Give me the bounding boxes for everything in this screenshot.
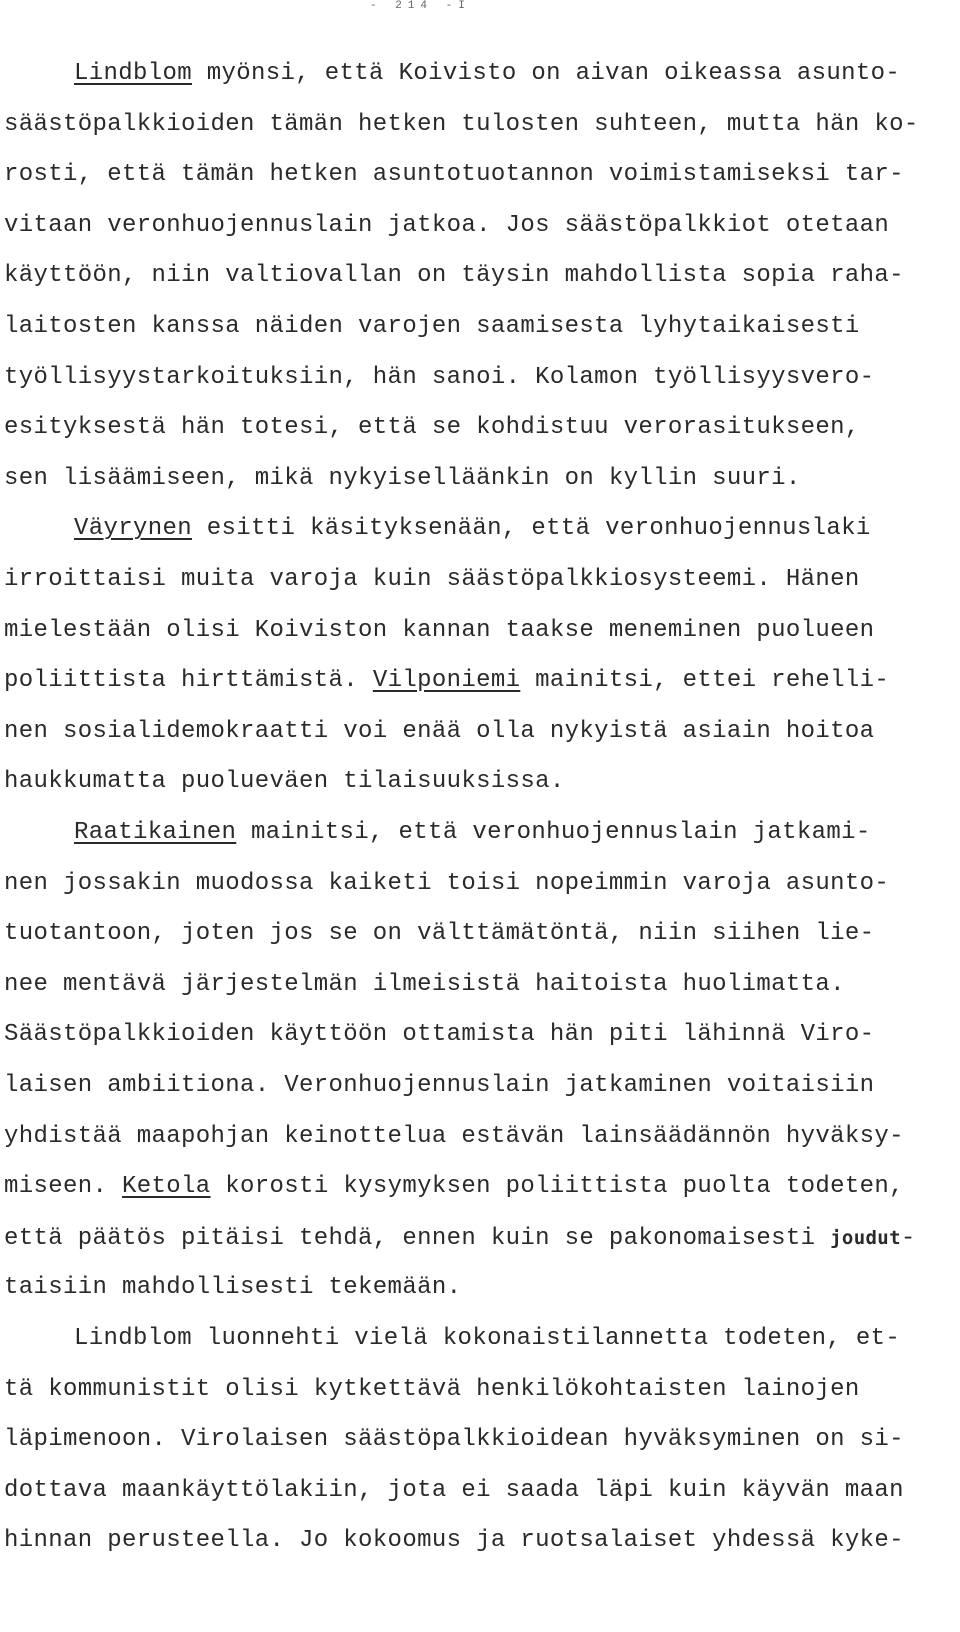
underlined-name: Ketola [122,1173,211,1201]
text-segment: irroittaisi muita varoja kuin säästöpalkkiosysteemi. Hänen [4,566,860,593]
text-line [4,712,874,752]
text-line [4,1370,860,1410]
text-segment: tä kommunistit olisi kytkettävä henkilökohtaisten lainojen [4,1375,860,1403]
text-segment: että päätös pitäisi tehdä, ennen kuin se pakonomaisesti [4,1224,831,1252]
text-line [74,813,871,853]
text-segment: laisen ambiitiona. Veronhuojennuslain jatkaminen voitaisiin [4,1072,875,1099]
text-segment: - [900,1224,916,1252]
text-segment: Säästöpalkkioiden käyttöön ottamista hän piti lähinnä Viro- [4,1021,875,1049]
text-line [4,1066,874,1106]
text-segment: esitti käsityksenään, että veronhuojennuslaki [192,515,871,543]
text-line [4,206,889,246]
text-line [4,155,904,195]
text-line [4,1117,904,1157]
underlined-name: Raatikainen [74,819,237,846]
underlined-name: Lindblom [74,60,193,87]
text-segment: esityksestä hän totesi, että se kohdistuu verorasitukseen, [4,414,860,442]
text-segment: taisiin mahdollisesti tekemään. [4,1274,462,1302]
underlined-name: Väyrynen [74,515,193,543]
text-segment: vitaan veronhuojennuslain jatkoa. Jos säästöpalkkiot otetaan [4,211,890,239]
text-line [4,914,874,954]
text-segment: miseen. [4,1173,123,1201]
text-segment: yhdistää maapohjan keinottelua estävän lainsäädännön hyväksy- [4,1122,904,1150]
text-line [4,864,889,904]
text-segment: työllisyystarkoituksiin, hän sanoi. Kolamon työllisyysvero- [4,363,875,391]
page-number: - 214 -I [370,0,471,12]
text-segment: poliittista hirttämistä. [4,667,373,695]
text-line [4,1521,904,1561]
text-line [4,661,889,701]
text-segment: korosti kysymyksen poliittista puolta todeten, [210,1173,904,1201]
text-line [74,509,871,549]
text-segment: Lindblom luonnehti vielä kokonaistilannetta todeten, et- [74,1325,901,1352]
text-segment: joudut [830,1226,901,1249]
text-segment: hinnan perusteella. Jo kokoomus ja ruotsalaiset yhdessä kyke- [4,1527,904,1555]
underlined-name: Vilponiemi [372,667,521,695]
text-segment: myönsi, että Koivisto on aivan oikeassa asunto- [192,60,901,87]
text-segment: mainitsi, ettei rehelli- [520,667,890,695]
text-line [4,1015,874,1055]
text-segment: haukkumatta puolueväen tilaisuuksissa. [4,768,565,796]
text-line [4,965,845,1005]
text-segment: dottava maankäyttölakiin, jota ei saada läpi kuin käyvän maan [4,1476,904,1504]
text-segment: mielestään olisi Koiviston kannan taakse meneminen puolueen [4,616,875,644]
text-line [4,408,860,448]
text-line [4,1420,904,1460]
text-line [4,1167,904,1207]
text-line [4,256,904,296]
text-segment: nen jossakin muodossa kaiketi toisi nopeimmin varoja asunto- [4,869,890,897]
text-line [4,1268,461,1308]
text-line [4,105,919,145]
text-line [4,358,874,398]
text-segment: sen lisäämiseen, mikä nykyiselläänkin on kyllin suuri. [4,464,801,492]
text-segment: tuotantoon, joten jos se on välttämätöntä, niin siihen lie- [4,920,875,948]
text-line [4,611,874,651]
text-line [4,560,860,600]
text-segment: säästöpalkkioiden tämän hetken tulosten suhteen, mutta hän ko- [4,110,919,138]
text-line [4,762,565,802]
text-line [74,54,900,94]
text-segment: rosti, että tämän hetken asuntotuotannon voimistamiseksi tar- [4,161,904,189]
text-segment: laitosten kanssa näiden varojen saamisesta lyhytaikaisesti [4,313,860,340]
text-segment: läpimenoon. Virolaisen säästöpalkkioidean hyväksyminen on si- [4,1426,904,1454]
text-line [4,1218,916,1258]
text-line [74,1319,900,1359]
text-segment: käyttöön, niin valtiovallan on täysin mahdollista sopia raha- [4,262,904,290]
text-line [4,1471,904,1511]
text-segment: nee mentävä järjestelmän ilmeisistä haitoista huolimatta. [4,970,845,998]
text-segment: nen sosialidemokraatti voi enää olla nykyistä asiain hoitoa [4,717,875,745]
text-line [4,459,801,499]
text-line [4,307,860,347]
text-segment: mainitsi, että veronhuojennuslain jatkami- [236,819,871,846]
